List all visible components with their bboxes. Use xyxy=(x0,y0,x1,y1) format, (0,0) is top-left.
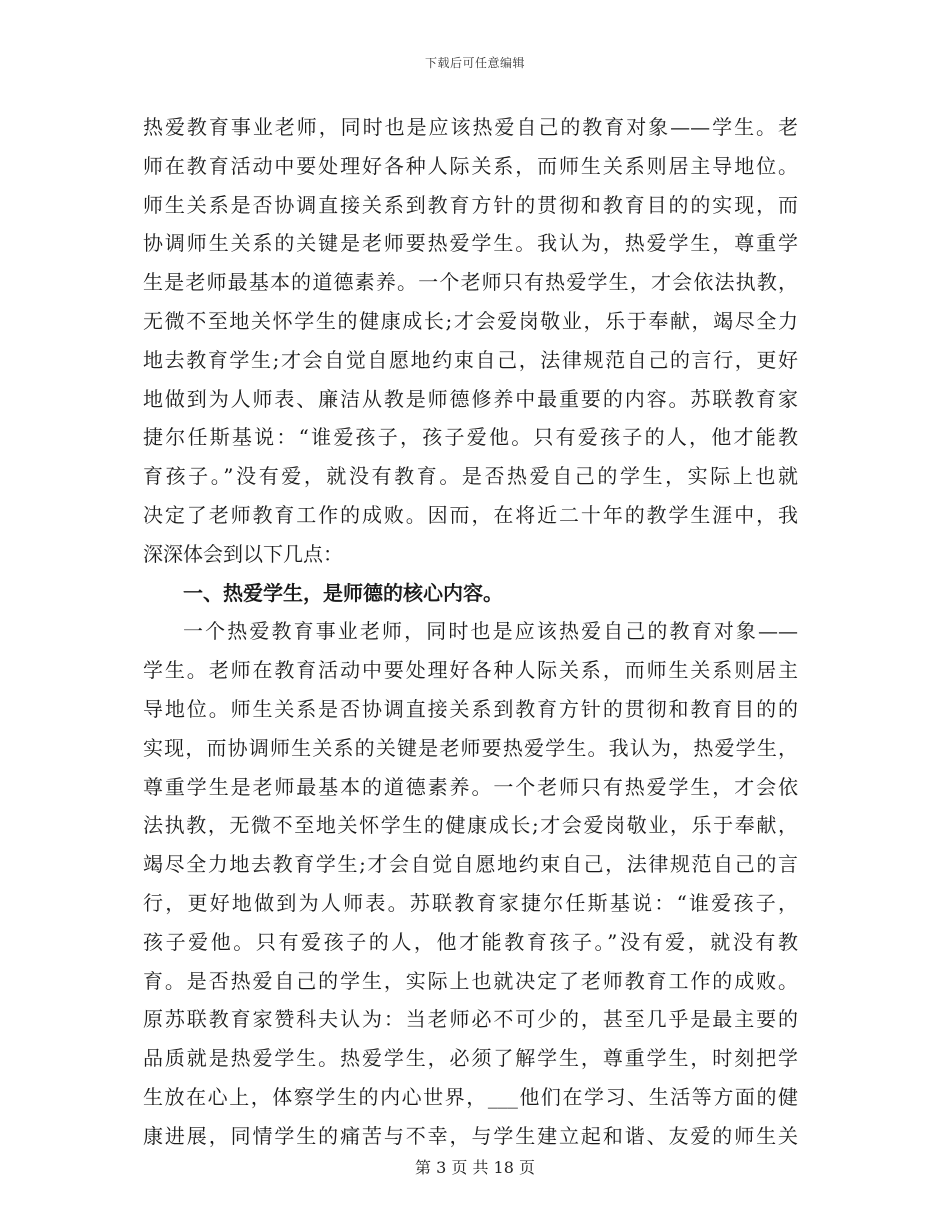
text-line: 生放在心上，体察学生的内心世界，___他们在学习、生活等方面的健 xyxy=(143,1084,798,1109)
text-line: 深深体会到以下几点： xyxy=(143,541,343,566)
text-line: 无微不至地关怀学生的健康成长;才会爱岗敬业，乐于奉献，竭尽全力 xyxy=(143,308,798,333)
paragraph-intro xyxy=(143,108,798,574)
text-line: 康进展，同情学生的痛苦与不幸，与学生建立起和谐、友爱的师生关 xyxy=(143,1123,798,1148)
text-line: 热爱教育事业老师，同时也是应该热爱自己的教育对象——学生。老 xyxy=(143,115,798,139)
text-line: 尊重学生是老师最基本的道德素养。一个老师只有热爱学生，才会依 xyxy=(143,774,798,799)
text-line: 原苏联教育家赞科夫认为：当老师必不可少的，甚至几乎是最主要的 xyxy=(143,1007,798,1032)
text-line: 学生。老师在教育活动中要处理好各种人际关系，而师生关系则居主 xyxy=(143,658,798,683)
section-heading: 一、热爱学生，是师德的核心内容。 xyxy=(183,580,503,605)
text-line: 协调师生关系的关键是老师要热爱学生。我认为，热爱学生，尊重学 xyxy=(143,231,798,256)
page-number-footer: 第 3 页 共 18 页 xyxy=(415,1158,535,1177)
text-line: 法执教，无微不至地关怀学生的健康成长;才会爱岗敬业，乐于奉献， xyxy=(143,813,798,838)
text-line: 孩子爱他。只有爱孩子的人，他才能教育孩子。”没有爱，就没有教 xyxy=(143,929,798,954)
text-line: 导地位。师生关系是否协调直接关系到教育方针的贯彻和教育目的的 xyxy=(143,696,798,721)
text-line: 竭尽全力地去教育学生;才会自觉自愿地约束自己，法律规范自己的言 xyxy=(143,852,798,877)
text-line: 一个热爱教育事业老师，同时也是应该热爱自己的教育对象—— xyxy=(183,619,798,644)
text-line: 师在教育活动中要处理好各种人际关系，而师生关系则居主导地位。 xyxy=(143,153,798,178)
text-line: 地去教育学生;才会自觉自愿地约束自己，法律规范自己的言行，更好 xyxy=(143,347,798,372)
text-line: 师生关系是否协调直接关系到教育方针的贯彻和教育目的的实现，而 xyxy=(143,192,798,217)
text-line: 品质就是热爱学生。热爱学生，必须了解学生，尊重学生，时刻把学 xyxy=(143,1046,798,1071)
text-line: 地做到为人师表、廉洁从教是师德修养中最重要的内容。苏联教育家 xyxy=(143,386,798,411)
text-line: 行，更好地做到为人师表。苏联教育家捷尔任斯基说：“谁爱孩子， xyxy=(143,890,798,915)
text-line: 育。是否热爱自己的学生，实际上也就决定了老师教育工作的成败。 xyxy=(143,968,798,993)
text-line: 决定了老师教育工作的成败。因而，在将近二十年的教学生涯中，我 xyxy=(143,502,798,527)
page-header-note: 下载后可任意编辑 xyxy=(424,56,525,70)
text-line: 捷尔任斯基说：“谁爱孩子，孩子爱他。只有爱孩子的人，他才能教 xyxy=(143,425,798,450)
paragraph-section-1 xyxy=(143,612,798,1155)
text-line: 育孩子。”没有爱，就没有教育。是否热爱自己的学生，实际上也就 xyxy=(143,464,798,489)
document-body xyxy=(143,108,798,1156)
text-line: 实现，而协调师生关系的关键是老师要热爱学生。我认为，热爱学生， xyxy=(143,735,798,760)
text-line: 生是老师最基本的道德素养。一个老师只有热爱学生，才会依法执教， xyxy=(143,270,798,295)
